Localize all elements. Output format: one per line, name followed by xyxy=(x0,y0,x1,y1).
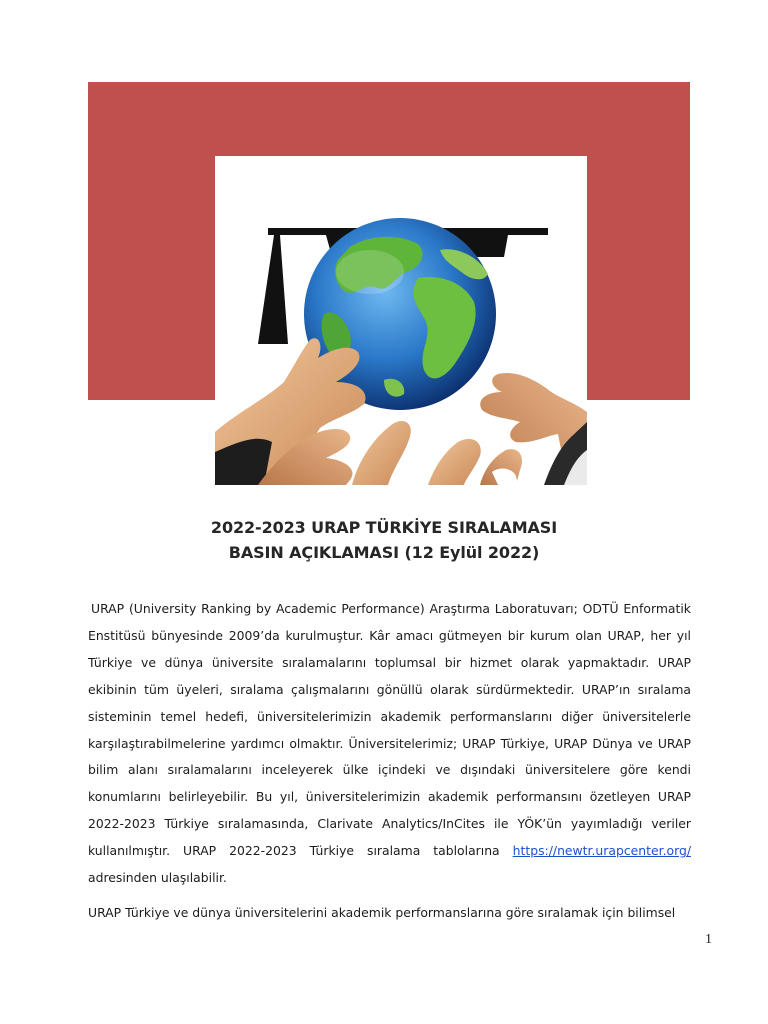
title-line-1: 2022-2023 URAP TÜRKİYE SIRALAMASI xyxy=(210,518,558,537)
paragraph-2: URAP Türkiye ve dünya üniversitelerini akademik performanslarına göre sıralamak için bilimsel xyxy=(88,904,676,920)
paragraph-1 xyxy=(88,596,691,892)
globe-hands-illustration xyxy=(88,82,690,485)
cover-image xyxy=(88,82,690,485)
document-body xyxy=(88,596,691,927)
paragraph-1-end: adresinden ulaşılabilir. xyxy=(88,870,227,886)
page-number: 1 xyxy=(705,932,712,947)
paragraph-1-text: URAP (University Ranking by Academic Performance) Araştırma Laboratuvarı; ODTÜ Enformatik Enstitüsü bünyesinde 2009’da kurulmuştur. Kâr amacı gütmeyen bir kurum olan URAP, her yıl Türkiye ve dünya üniversite sıralamalarını toplumsal bir hizmet olarak yapmaktadır. URAP ekibinin tüm üyeleri, sıralama çalışmalarını gönüllü olarak sürdürmektedir. URAP’ın sıralama sisteminin temel hedefi, üniversitelerimizin akademik performanslarını diğer üniversitelerle karşılaştırabilmelerine yardımcı olmaktır. Üniversitelerimiz; URAP Türkiye, URAP Dünya ve URAP bilim alanı sıralamalarını inceleyerek ülke içindeki ve dışındaki üniversitelere göre kendi konumlarını belirleyebilir. Bu yıl, üniversitelerimizin akademik performansını özetleyen URAP 2022-2023 Türkiye sıralamasında, Clarivate Analytics/InCites ile YÖK’ün yayımladığı veriler kullanılmıştır. URAP 2022-2023 Türkiye sıralama tablolarına xyxy=(88,601,691,859)
urap-center-link[interactable]: https://newtr.urapcenter.org/ xyxy=(512,843,691,859)
press-release-title xyxy=(0,515,768,565)
title-line-2: BASIN AÇIKLAMASI (12 Eylül 2022) xyxy=(228,543,540,562)
